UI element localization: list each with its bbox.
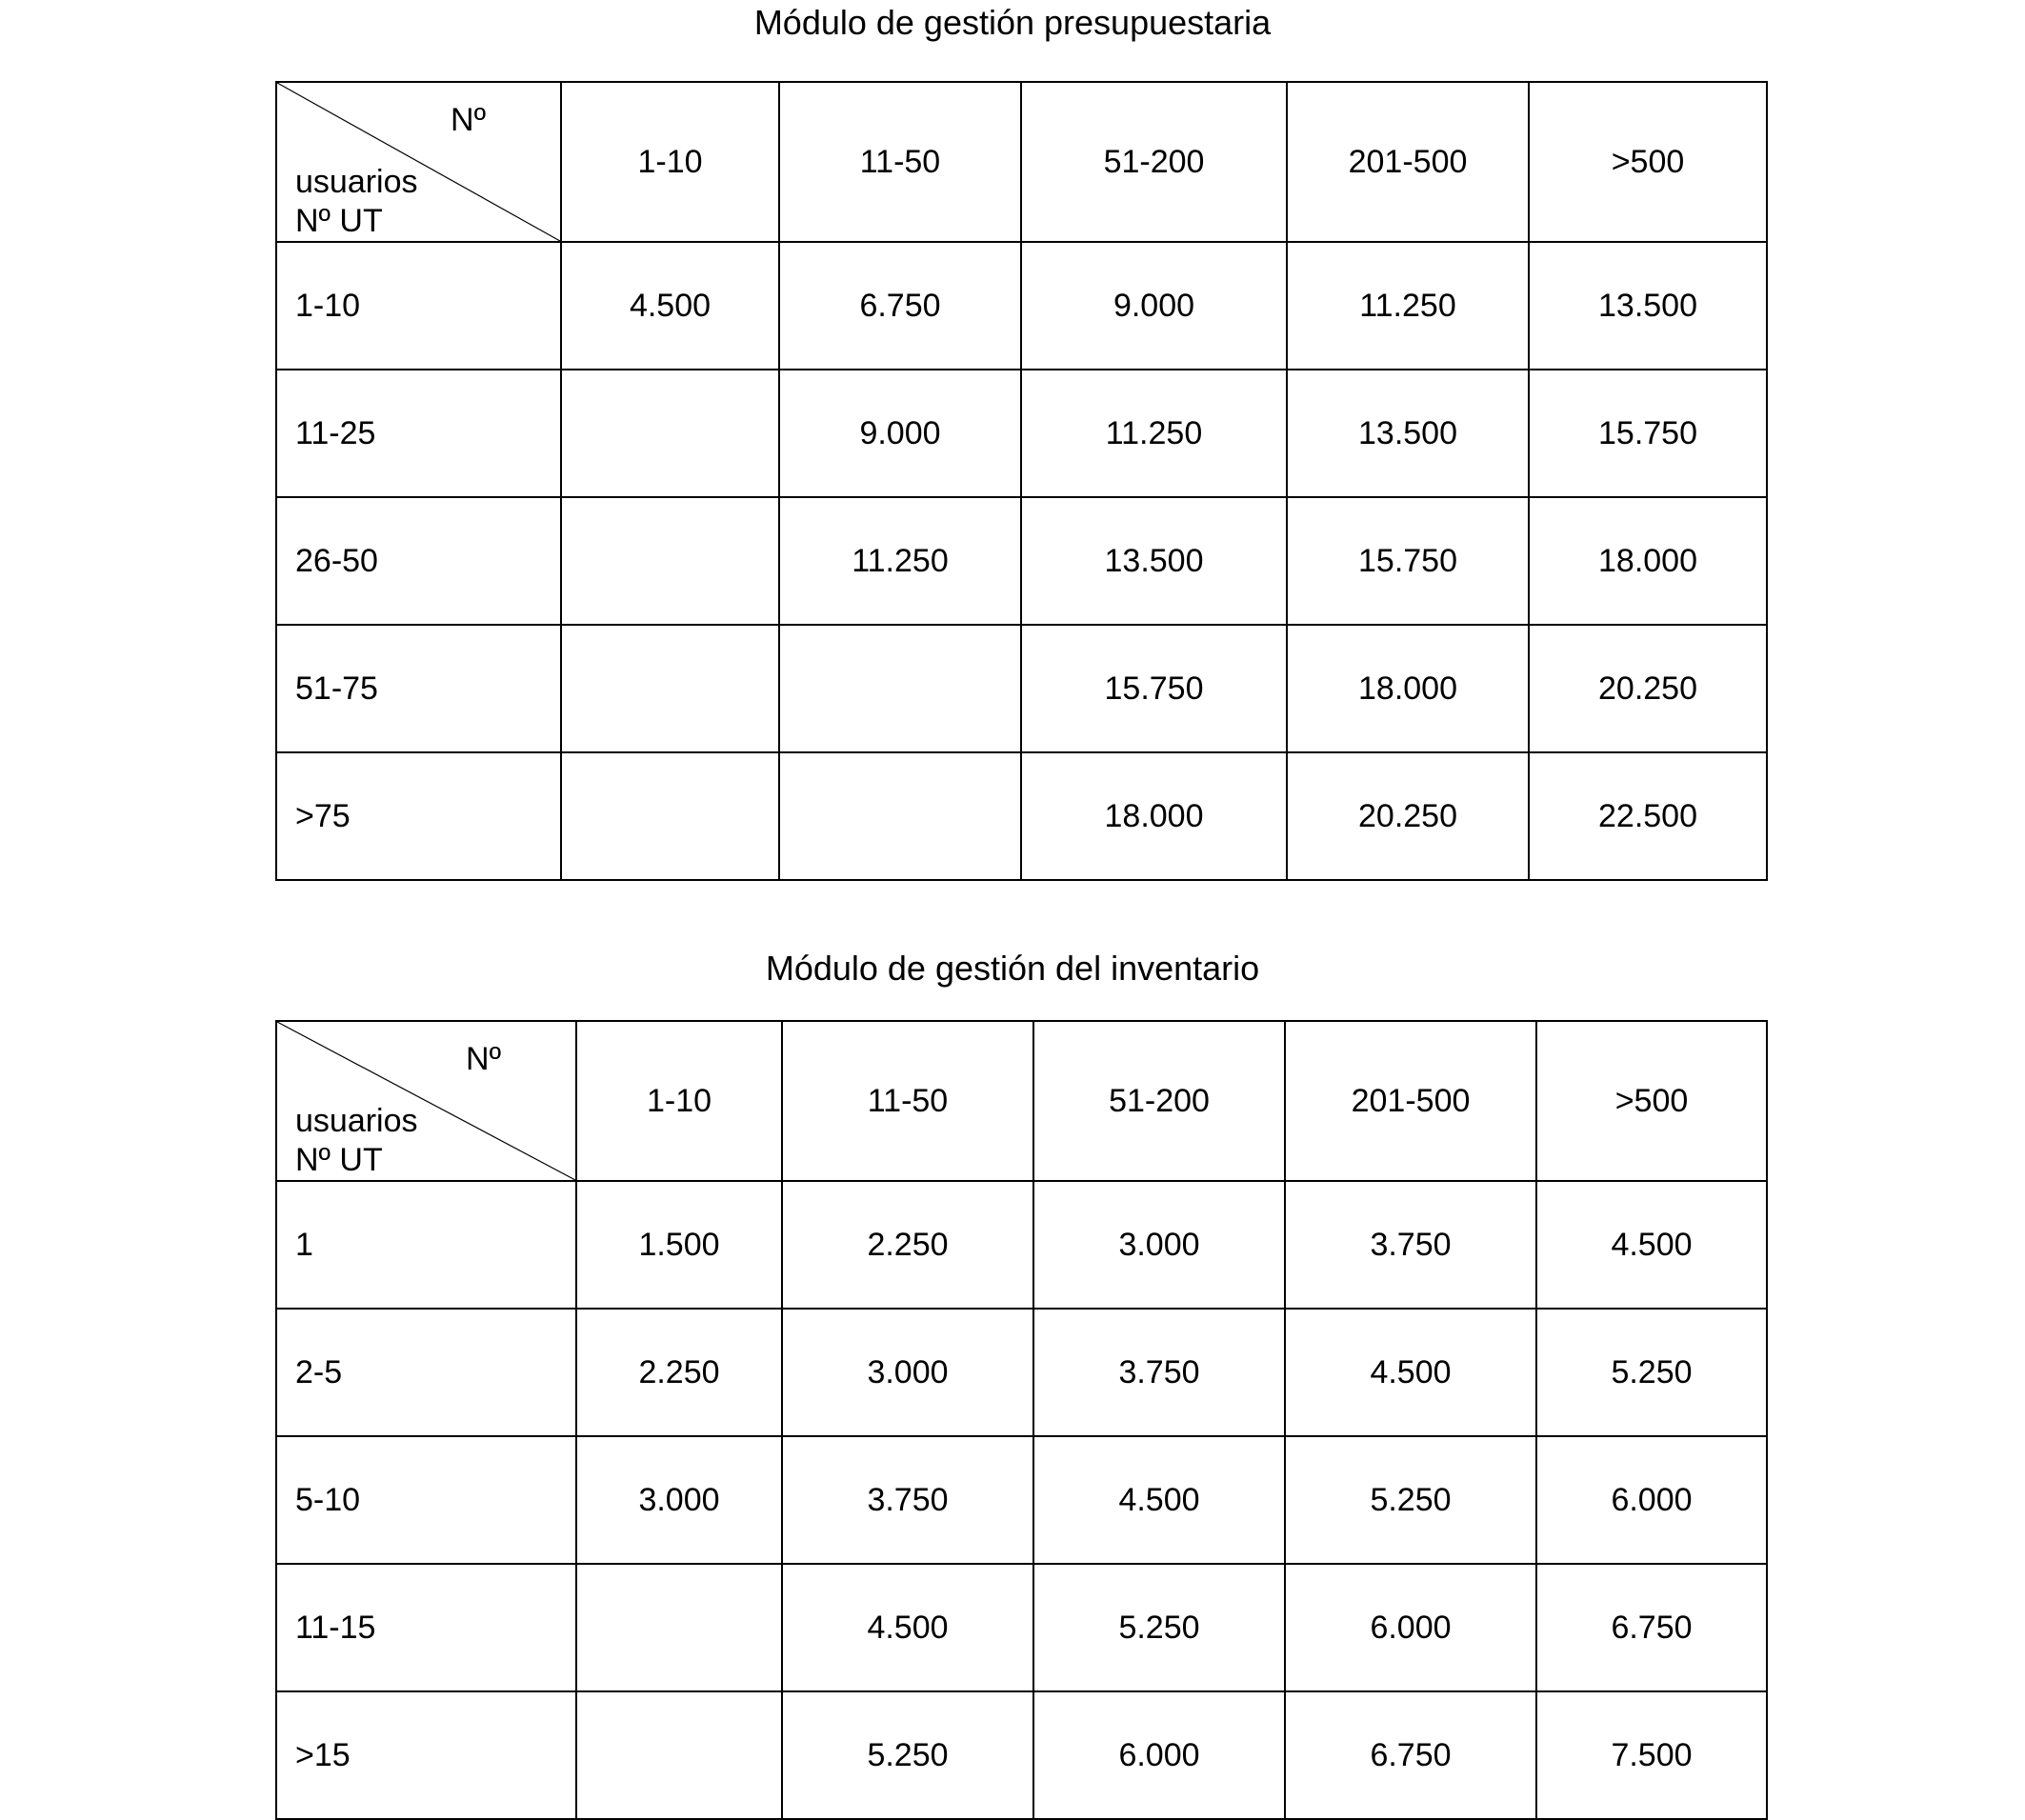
price-cell: 3.750 (782, 1436, 1033, 1564)
inventory-module-price-table (275, 1020, 1768, 1820)
corner-row-axis-label (295, 163, 418, 241)
price-cell: 6.000 (1536, 1436, 1767, 1564)
price-cell: 20.250 (1529, 625, 1767, 752)
header-row (276, 1021, 1767, 1181)
price-cell (779, 625, 1021, 752)
price-cell: 4.500 (1285, 1309, 1536, 1436)
corner-ut-label: Nº UT (295, 1142, 383, 1178)
price-cell: 5.250 (1536, 1309, 1767, 1436)
column-header-cell: 11-50 (779, 82, 1021, 242)
corner-header-cell (276, 1021, 576, 1181)
price-cell (561, 497, 779, 625)
price-cell: 11.250 (779, 497, 1021, 625)
price-cell: 20.250 (1287, 752, 1529, 880)
price-cell: 11.250 (1021, 370, 1287, 497)
price-cell: 6.000 (1033, 1691, 1285, 1819)
table-title-inventory: Módulo de gestión del inventario (765, 949, 1260, 988)
price-cell: 6.000 (1285, 1564, 1536, 1691)
table-row (276, 497, 1767, 625)
price-cell (561, 625, 779, 752)
row-label-cell: >15 (276, 1691, 576, 1819)
price-cell: 1.500 (576, 1181, 782, 1309)
price-cell: 7.500 (1536, 1691, 1767, 1819)
column-header-cell: 11-50 (782, 1021, 1033, 1181)
column-header-cell: 51-200 (1021, 82, 1287, 242)
price-cell (576, 1564, 782, 1691)
price-cell: 3.750 (1033, 1309, 1285, 1436)
price-cell: 13.500 (1287, 370, 1529, 497)
table-row (276, 1691, 1767, 1819)
price-cell: 4.500 (561, 242, 779, 370)
corner-column-axis-label: Nº (451, 102, 486, 138)
table-row (276, 752, 1767, 880)
price-cell: 5.250 (1033, 1564, 1285, 1691)
price-cell: 9.000 (779, 370, 1021, 497)
price-cell: 18.000 (1287, 625, 1529, 752)
price-cell: 6.750 (1285, 1691, 1536, 1819)
budget-module-price-table (275, 81, 1768, 881)
header-row (276, 82, 1767, 242)
price-cell: 22.500 (1529, 752, 1767, 880)
price-cell (561, 752, 779, 880)
price-cell: 4.500 (1536, 1181, 1767, 1309)
price-cell: 13.500 (1529, 242, 1767, 370)
table-row (276, 242, 1767, 370)
price-cell (779, 752, 1021, 880)
table-row (276, 1564, 1767, 1691)
corner-ut-label: Nº UT (295, 203, 383, 239)
price-cell: 15.750 (1021, 625, 1287, 752)
corner-column-axis-label: Nº (466, 1041, 501, 1077)
price-cell: 15.750 (1529, 370, 1767, 497)
price-cell: 3.750 (1285, 1181, 1536, 1309)
table-row (276, 1309, 1767, 1436)
corner-users-label: usuarios (295, 164, 418, 200)
table-row (276, 1436, 1767, 1564)
column-header-cell: 1-10 (561, 82, 779, 242)
price-cell (576, 1691, 782, 1819)
price-cell: 3.000 (782, 1309, 1033, 1436)
price-cell: 4.500 (782, 1564, 1033, 1691)
row-label-cell: 1-10 (276, 242, 561, 370)
price-cell: 5.250 (782, 1691, 1033, 1819)
price-cell (561, 370, 779, 497)
price-cell: 3.000 (576, 1436, 782, 1564)
price-cell: 6.750 (779, 242, 1021, 370)
corner-row-axis-label (295, 1102, 418, 1180)
corner-header-cell (276, 82, 561, 242)
row-label-cell: 11-15 (276, 1564, 576, 1691)
price-cell: 2.250 (576, 1309, 782, 1436)
column-header-cell: >500 (1536, 1021, 1767, 1181)
corner-users-label: usuarios (295, 1103, 418, 1139)
price-cell: 15.750 (1287, 497, 1529, 625)
table-row (276, 625, 1767, 752)
price-cell: 18.000 (1529, 497, 1767, 625)
row-label-cell: 51-75 (276, 625, 561, 752)
row-label-cell: 11-25 (276, 370, 561, 497)
price-cell: 3.000 (1033, 1181, 1285, 1309)
table-title-budget: Módulo de gestión presupuestaria (753, 3, 1272, 42)
row-label-cell: 26-50 (276, 497, 561, 625)
price-cell: 11.250 (1287, 242, 1529, 370)
price-cell: 6.750 (1536, 1564, 1767, 1691)
column-header-cell: 201-500 (1285, 1021, 1536, 1181)
table-row (276, 1181, 1767, 1309)
column-header-cell: 51-200 (1033, 1021, 1285, 1181)
row-label-cell: 5-10 (276, 1436, 576, 1564)
row-label-cell: 2-5 (276, 1309, 576, 1436)
price-cell: 18.000 (1021, 752, 1287, 880)
price-cell: 13.500 (1021, 497, 1287, 625)
row-label-cell: >75 (276, 752, 561, 880)
price-cell: 2.250 (782, 1181, 1033, 1309)
price-cell: 9.000 (1021, 242, 1287, 370)
column-header-cell: 201-500 (1287, 82, 1529, 242)
column-header-cell: >500 (1529, 82, 1767, 242)
price-cell: 5.250 (1285, 1436, 1536, 1564)
price-cell: 4.500 (1033, 1436, 1285, 1564)
row-label-cell: 1 (276, 1181, 576, 1309)
column-header-cell: 1-10 (576, 1021, 782, 1181)
table-row (276, 370, 1767, 497)
